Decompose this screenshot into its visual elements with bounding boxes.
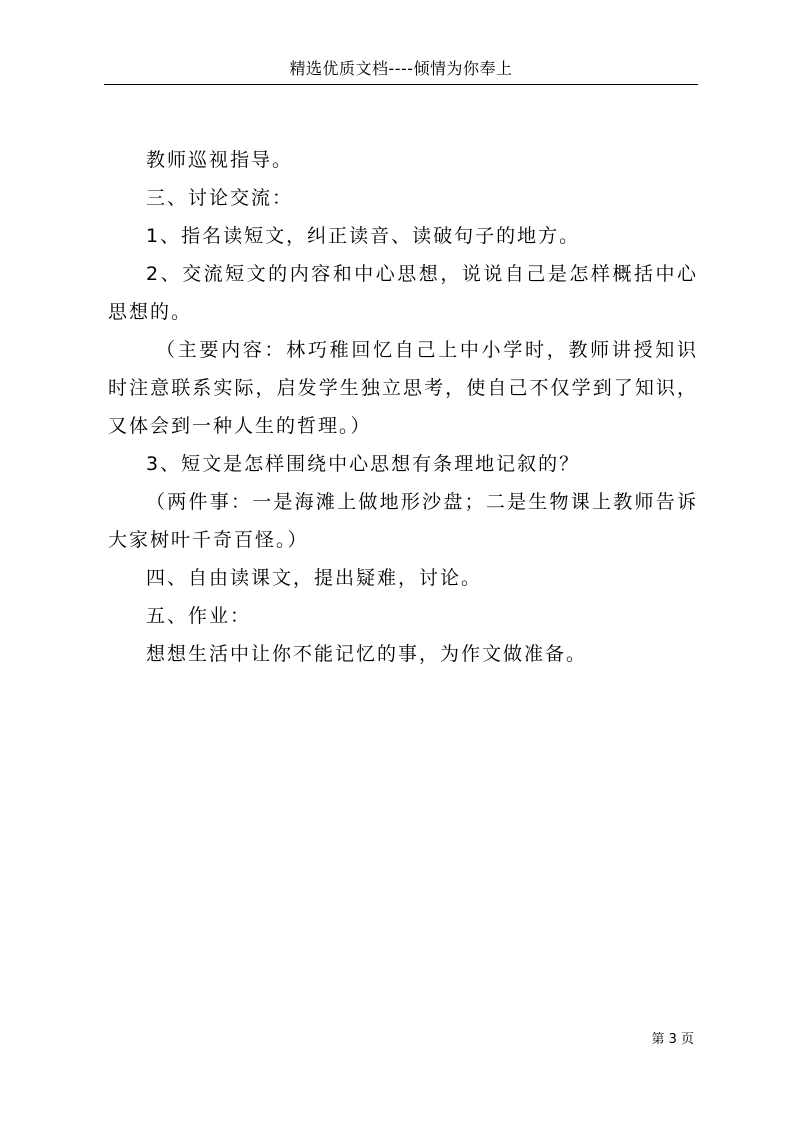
list-item-narrative-structure: 3、短文是怎样围绕中心思想有条理地记叙的？ [146, 453, 581, 475]
header-title: 精选优质文档----倾情为你奉上 [289, 59, 513, 78]
document-body [108, 141, 698, 673]
section-heading-free-reading: 四、自由读课文，提出疑难，讨论。 [146, 567, 483, 589]
section-heading-discussion: 三、讨论交流： [146, 187, 294, 209]
paragraph-teacher-guidance: 教师巡视指导。 [146, 149, 294, 171]
page-number: 第 3 页 [651, 1032, 694, 1047]
page-header [104, 58, 698, 85]
note-two-events: （两件事：一是海滩上做地形沙盘；二是生物课上教师告诉大家树叶千奇百怪。） [108, 491, 698, 551]
note-main-content: （主要内容：林巧稚回忆自己上中小学时，教师讲授知识时注意联系实际，启发学生独立思考，使自己不仅学到了知识，又体会到一种人生的哲理。） [108, 339, 698, 437]
paragraph-homework-task: 想想生活中让你不能记忆的事，为作文做准备。 [146, 643, 588, 665]
list-item-read-passage: 1、指名读短文，纠正读音、读破句子的地方。 [146, 225, 581, 247]
list-item-central-idea: 2、交流短文的内容和中心思想，说说自己是怎样概括中心思想的。 [108, 263, 698, 323]
section-heading-homework: 五、作业： [146, 605, 252, 627]
